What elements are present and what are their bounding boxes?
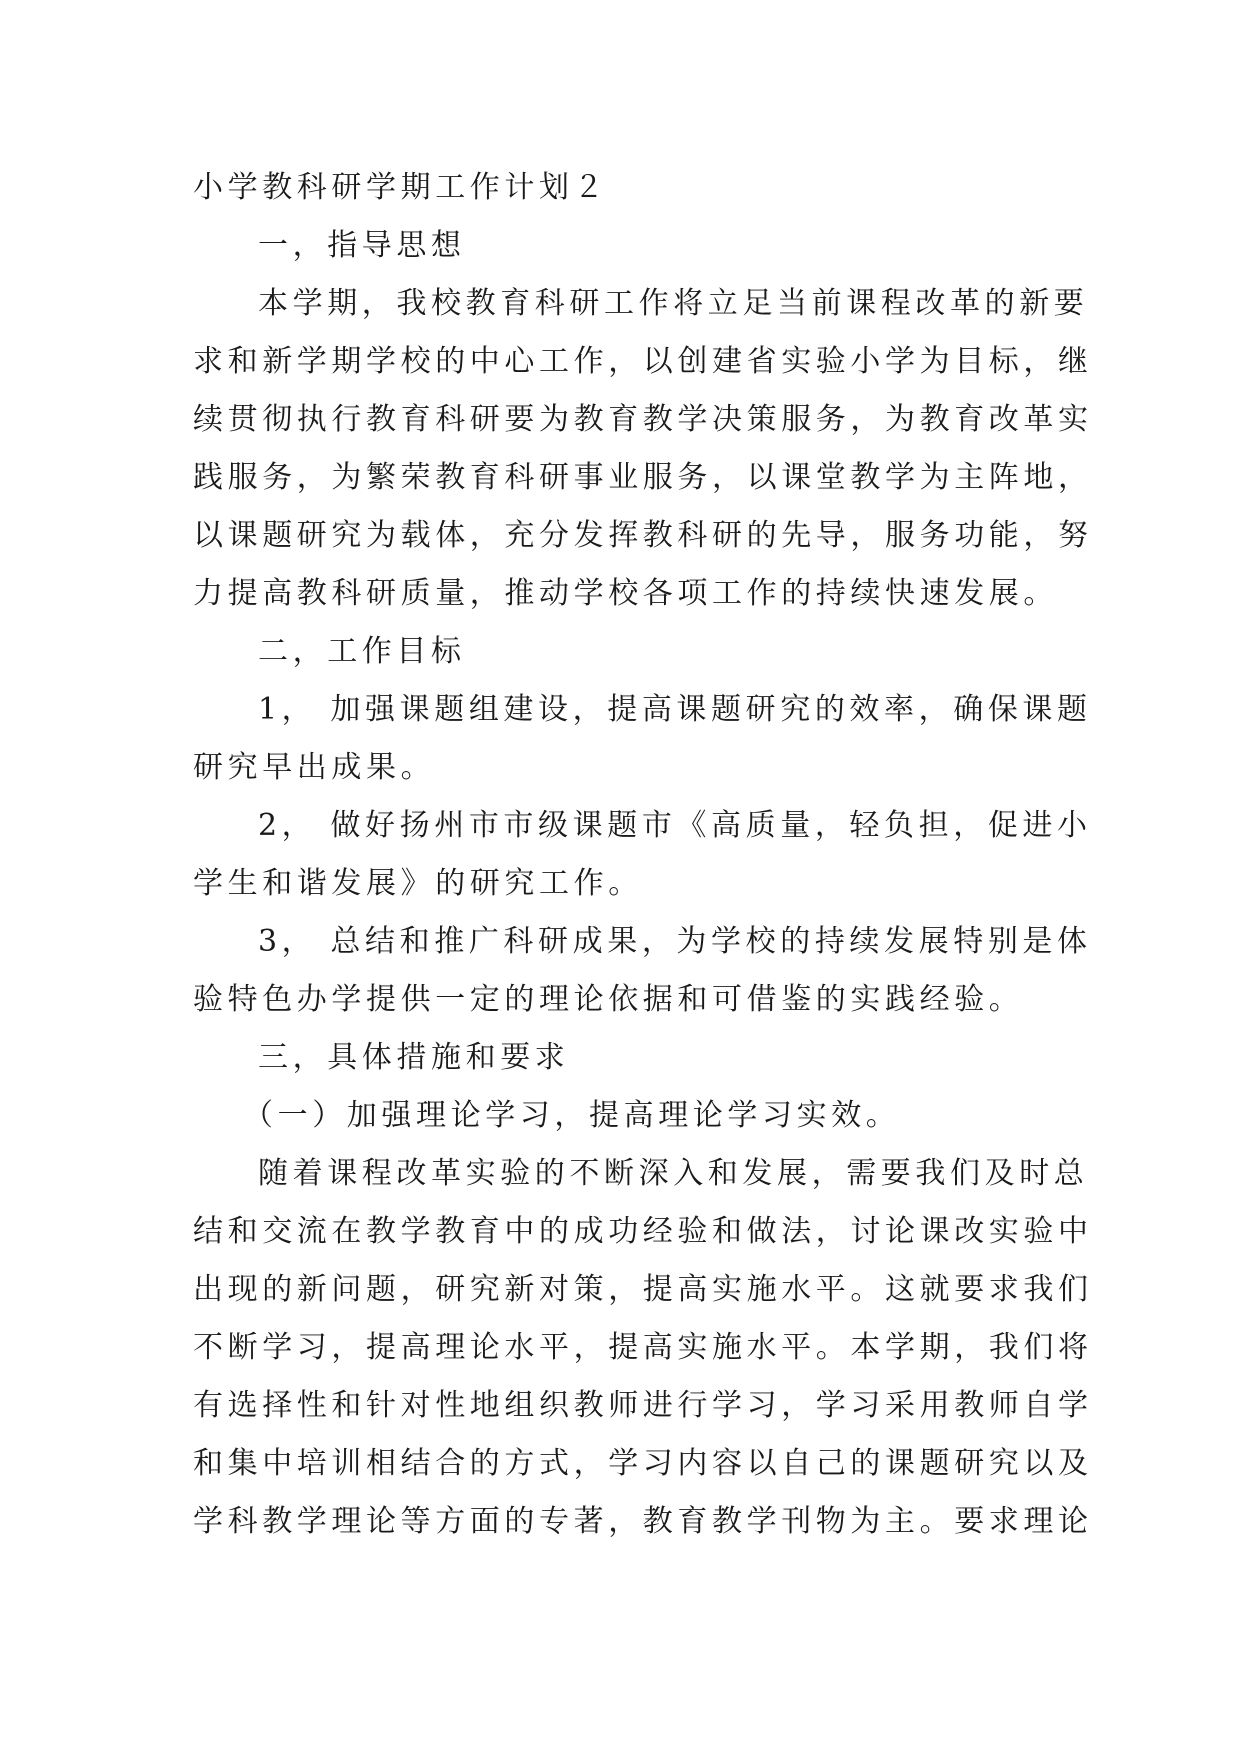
text-line: 求和新学期学校的中心工作，以创建省实验小学为目标，继 <box>193 344 1093 379</box>
text-line: 出现的新问题，研究新对策，提高实施水平。这就要求我们 <box>193 1272 1093 1307</box>
document-title: 小学教科研学期工作计划２ <box>193 170 609 205</box>
text-line: 一，指导思想 <box>258 228 466 263</box>
text-line: 1， 加强课题组建设，提高课题研究的效率，确保课题 <box>258 692 1092 727</box>
text-line: 验特色办学提供一定的理论依据和可借鉴的实践经验。 <box>193 982 1024 1017</box>
text-line: 有选择性和针对性地组织教师进行学习，学习采用教师自学 <box>193 1388 1093 1423</box>
text-line: 以课题研究为载体，充分发挥教科研的先导，服务功能，努 <box>193 518 1093 553</box>
text-line: 结和交流在教学教育中的成功经验和做法，讨论课改实验中 <box>193 1214 1093 1249</box>
text-line: （一）加强理论学习，提高理论学习实效。 <box>243 1098 901 1133</box>
text-line: 践服务，为繁荣教育科研事业服务，以课堂教学为主阵地， <box>193 460 1093 495</box>
text-line: 本学期，我校教育科研工作将立足当前课程改革的新要 <box>258 286 1089 321</box>
document-body <box>193 159 1093 1551</box>
text-line: 三，具体措施和要求 <box>258 1040 570 1075</box>
text-line: 和集中培训相结合的方式，学习内容以自己的课题研究以及 <box>193 1446 1093 1481</box>
text-line: 研究早出成果。 <box>193 750 436 785</box>
text-line: 学科教学理论等方面的专著，教育教学刊物为主。要求理论 <box>193 1504 1093 1539</box>
text-line: 随着课程改革实验的不断深入和发展，需要我们及时总 <box>258 1156 1089 1191</box>
text-line: 续贯彻执行教育科研要为教育教学决策服务，为教育改革实 <box>193 402 1093 437</box>
text-line: 学生和谐发展》的研究工作。 <box>193 866 643 901</box>
text-line: 力提高教科研质量，推动学校各项工作的持续快速发展。 <box>193 576 1058 611</box>
text-line: 二，工作目标 <box>258 634 466 669</box>
text-line: 2， 做好扬州市市级课题市《高质量，轻负担，促进小 <box>258 808 1092 843</box>
text-line: 不断学习，提高理论水平，提高实施水平。本学期，我们将 <box>193 1330 1093 1365</box>
text-line: 3， 总结和推广科研成果，为学校的持续发展特别是体 <box>258 924 1092 959</box>
document-lines <box>193 217 1093 1551</box>
